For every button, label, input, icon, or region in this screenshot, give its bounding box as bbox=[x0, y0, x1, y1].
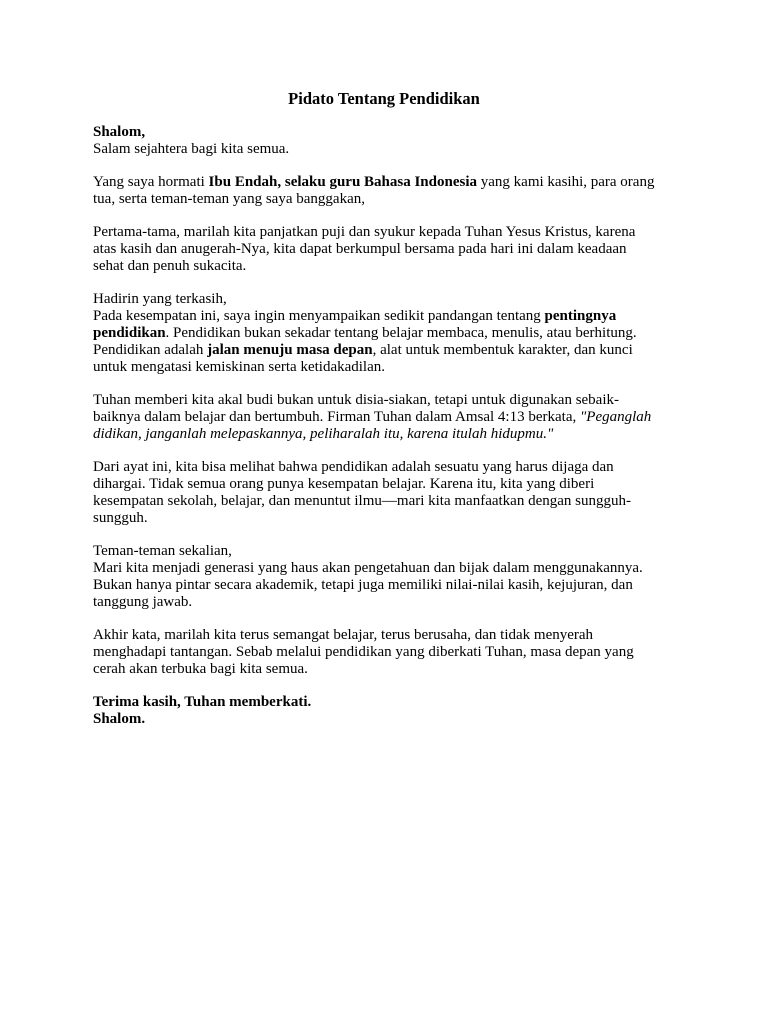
text-line: Pertama-tama, marilah kita panjatkan puji dan syukur kepada Tuhan Yesus Kristus, karena bbox=[93, 224, 636, 240]
text-line: tanggung jawab. bbox=[93, 594, 193, 610]
text-segment: Pada kesempatan ini, saya ingin menyampaikan sedikit pandangan tentang bbox=[93, 308, 545, 324]
paragraph-reflection bbox=[93, 459, 683, 527]
text-line: untuk mengatasi kemiskinan serta ketidakadilan. bbox=[93, 359, 386, 375]
text-line: tua, serta teman-teman yang saya banggakan, bbox=[93, 191, 365, 207]
text-line: Teman-teman sekalian, bbox=[93, 543, 232, 559]
bold-segment: jalan menuju masa depan bbox=[207, 342, 373, 358]
text-line: dihargai. Tidak semua orang punya kesempatan belajar. Karena itu, kita yang diberi bbox=[93, 476, 595, 492]
italic-quote: didikan, janganlah melepaskannya, peliharalah itu, karena itulah hidupmu." bbox=[93, 426, 554, 442]
text-segment: . Pendidikan bukan sekadar tentang belajar membaca, menulis, atau berhitung. bbox=[165, 325, 637, 341]
text-line: Akhir kata, marilah kita terus semangat belajar, terus berusaha, dan tidak menyerah bbox=[93, 627, 594, 643]
paragraph-importance bbox=[93, 291, 683, 376]
text-segment: baiknya dalam belajar dan bertumbuh. Firman Tuhan dalam Amsal 4:13 berkata, bbox=[93, 409, 580, 425]
bold-segment: pendidikan bbox=[93, 325, 166, 341]
paragraph-salutation bbox=[93, 174, 683, 208]
text-line: Bukan hanya pintar secara akademik, tetapi juga memiliki nilai-nilai kasih, kejujuran, dan bbox=[93, 577, 633, 593]
paragraph-call bbox=[93, 543, 683, 611]
text-segment: Pendidikan adalah bbox=[93, 342, 208, 358]
paragraph-greeting bbox=[93, 124, 683, 158]
text-line: sungguh. bbox=[93, 510, 148, 526]
paragraph-signoff bbox=[93, 694, 683, 728]
italic-quote: "Peganglah bbox=[579, 409, 652, 425]
paragraph-closing bbox=[93, 627, 683, 678]
text-line: menghadapi tantangan. Sebab melalui pendidikan yang diberkati Tuhan, masa depan yang bbox=[93, 644, 634, 660]
text-line: atas kasih dan anugerah-Nya, kita dapat berkumpul bersama pada hari ini dalam keadaan bbox=[93, 241, 627, 257]
text-line: Tuhan memberi kita akal budi bukan untuk disia-siakan, tetapi untuk digunakan sebaik- bbox=[93, 392, 620, 408]
text-segment: , alat untuk membentuk karakter, dan kunci bbox=[372, 342, 633, 358]
signoff-shalom: Shalom. bbox=[93, 711, 146, 727]
greeting-salam: Salam sejahtera bagi kita semua. bbox=[93, 141, 290, 157]
paragraph-opening bbox=[93, 224, 683, 275]
text-line: cerah akan terbuka bagi kita semua. bbox=[93, 661, 308, 677]
text-line: kesempatan sekolah, belajar, dan menuntut ilmu—mari kita manfaatkan dengan sungguh- bbox=[93, 493, 631, 509]
document-body bbox=[93, 124, 683, 744]
signoff-thanks: Terima kasih, Tuhan memberkati. bbox=[93, 694, 312, 710]
bold-segment: Ibu Endah, selaku guru Bahasa Indonesia bbox=[208, 174, 478, 190]
text-line: Hadirin yang terkasih, bbox=[93, 291, 227, 307]
bold-segment: pentingnya bbox=[544, 308, 617, 324]
text-line: sehat dan penuh sukacita. bbox=[93, 258, 247, 274]
text-line: Mari kita menjadi generasi yang haus akan pengetahuan dan bijak dalam menggunakannya. bbox=[93, 560, 643, 576]
page-title: Pidato Tentang Pendidikan bbox=[288, 89, 480, 108]
text-segment: yang kami kasihi, para orang bbox=[477, 174, 655, 190]
text-segment: Yang saya hormati bbox=[93, 174, 209, 190]
greeting-shalom: Shalom, bbox=[93, 124, 146, 140]
text-line: Dari ayat ini, kita bisa melihat bahwa pendidikan adalah sesuatu yang harus dijaga dan bbox=[93, 459, 614, 475]
paragraph-scripture bbox=[93, 392, 683, 443]
